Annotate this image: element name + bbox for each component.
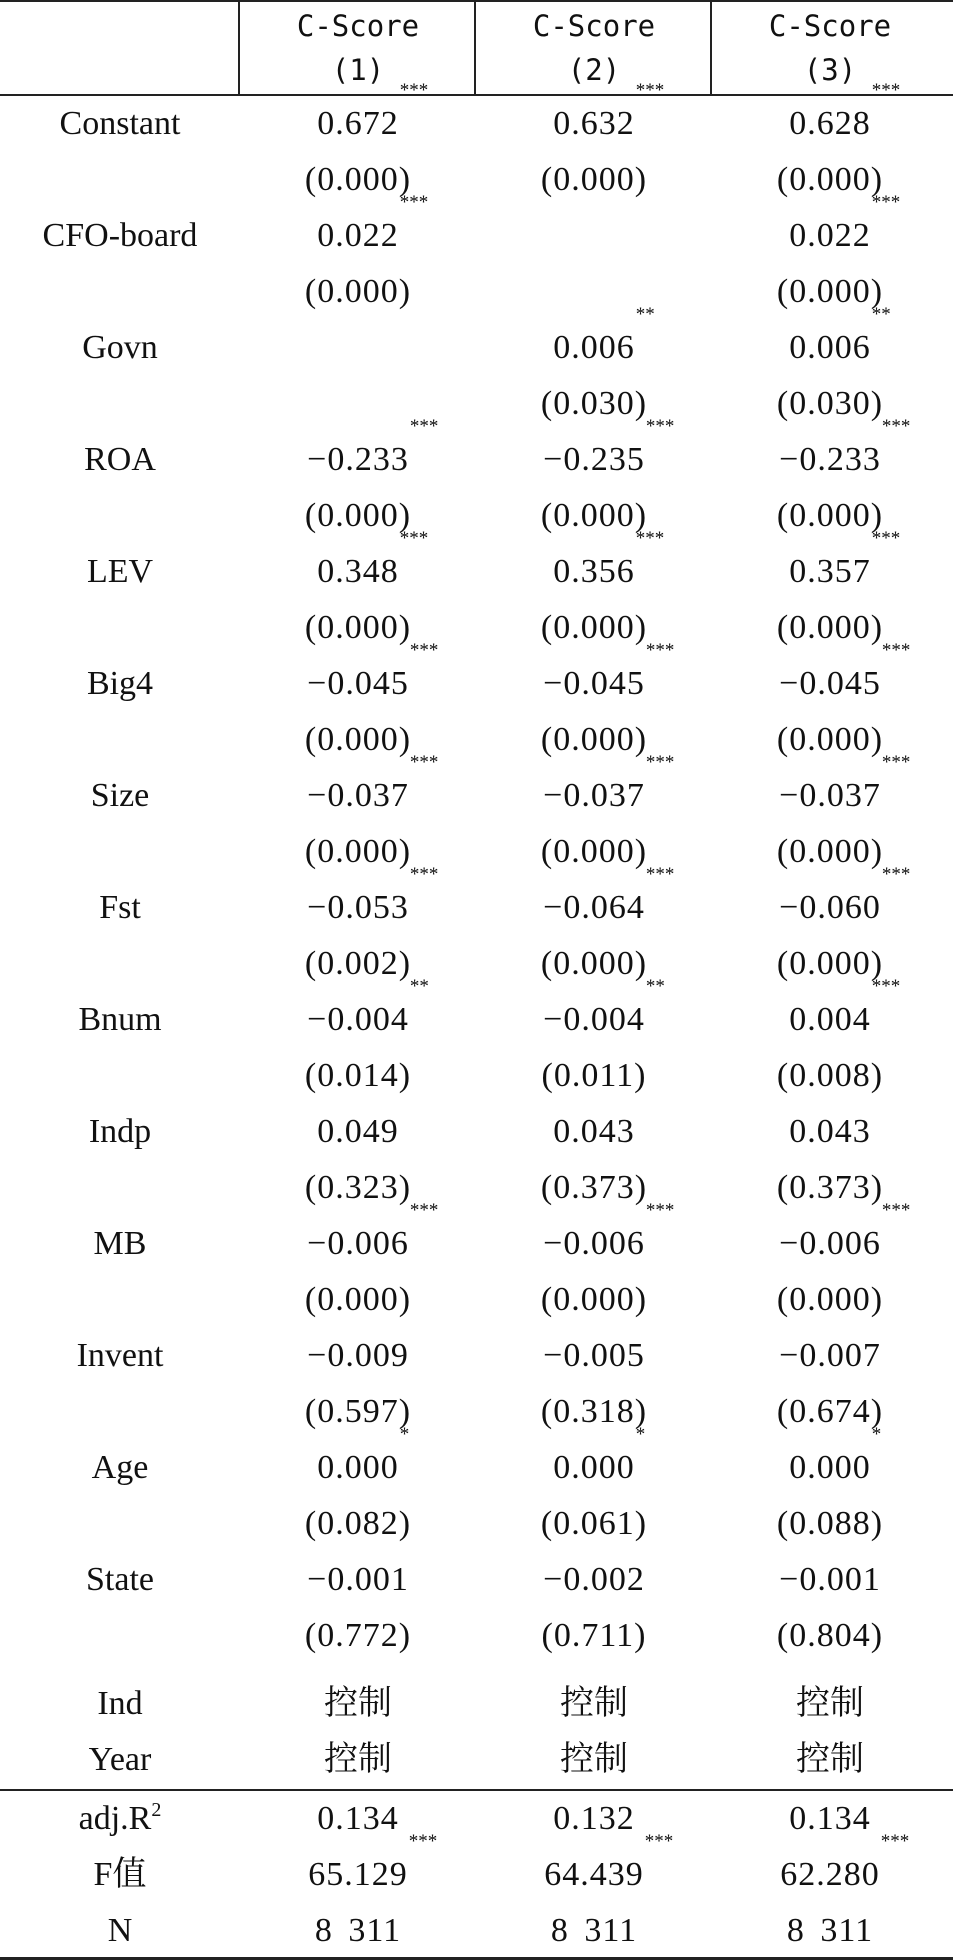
significance-stars: *** xyxy=(881,640,911,661)
pvalue-cell xyxy=(476,264,712,320)
pvalue-cell: (0.000) xyxy=(540,1281,648,1318)
pvalue-row xyxy=(0,1608,953,1664)
table-top-rule xyxy=(0,0,953,2)
row-label: LEV xyxy=(86,553,154,590)
pvalue-row xyxy=(0,264,953,320)
coefficient-row xyxy=(0,192,953,264)
coefficient-cell: −0.009 xyxy=(307,1337,409,1374)
coefficient-cell: −0.233 *** xyxy=(779,416,911,478)
row-label: MB xyxy=(93,1225,147,1262)
table-row xyxy=(0,1676,953,1732)
coefficient-cell: −0.060 *** xyxy=(779,864,911,926)
pvalue-row xyxy=(0,600,953,656)
significance-stars: *** xyxy=(645,752,675,773)
significance-stars: *** xyxy=(635,80,665,101)
pvalue-row xyxy=(0,152,953,208)
pvalue-cell: (0.000) xyxy=(776,833,884,870)
coefficient-cell: 0.022 *** xyxy=(317,192,429,254)
coefficient-cell: 0.000 * xyxy=(553,1424,646,1486)
significance-stars: *** xyxy=(399,80,429,101)
row-label: ROA xyxy=(84,441,156,478)
row-label: Invent xyxy=(76,1337,164,1374)
coefficient-cell: −0.004 ** xyxy=(543,976,665,1038)
coefficient-cell: −0.005 xyxy=(543,1337,645,1374)
significance-stars: *** xyxy=(881,752,911,773)
column-header-title: C-Score xyxy=(532,9,656,43)
control-cell: 控制 xyxy=(324,1741,392,1778)
column-header xyxy=(240,4,476,92)
significance-stars: *** xyxy=(409,1200,439,1221)
row-label: Bnum xyxy=(78,1001,162,1038)
pvalue-cell: (0.000) xyxy=(540,161,648,198)
significance-stars: *** xyxy=(881,1200,911,1221)
coefficient-cell: 0.632 *** xyxy=(553,80,665,142)
coefficient-row xyxy=(0,752,953,824)
pvalue-row xyxy=(0,712,953,768)
coefficient-cell: 0.357 *** xyxy=(789,528,901,590)
pvalue-cell: (0.000) xyxy=(776,273,884,310)
coefficient-cell xyxy=(240,320,476,376)
control-cell: 控制 xyxy=(796,1685,864,1722)
coefficient-cell: −0.006 *** xyxy=(543,1200,675,1262)
coefficient-cell: −0.004 ** xyxy=(307,976,429,1038)
coefficient-cell: 0.006 ** xyxy=(553,304,655,366)
pvalue-cell: (0.014) xyxy=(304,1057,412,1094)
pvalue-cell: (0.373) xyxy=(776,1169,884,1206)
coefficient-cell: −0.064 *** xyxy=(543,864,675,926)
stat-cell: 0.134 xyxy=(317,1800,399,1837)
pvalue-cell: (0.082) xyxy=(304,1505,412,1542)
pvalue-row xyxy=(0,824,953,880)
significance-stars: ** xyxy=(409,976,429,997)
coefficient-row xyxy=(0,416,953,488)
coefficient-cell: −0.045 *** xyxy=(779,640,911,702)
row-label: Big4 xyxy=(86,665,154,702)
pvalue-cell: (0.318) xyxy=(540,1393,648,1430)
pvalue-row xyxy=(0,376,953,432)
stat-cell: 8 311 xyxy=(786,1912,874,1949)
table-row xyxy=(0,1791,953,1847)
pvalue-cell: (0.000) xyxy=(304,497,412,534)
significance-stars: *** xyxy=(871,192,901,213)
pvalue-cell: (0.008) xyxy=(776,1057,884,1094)
row-label: Constant xyxy=(59,105,181,142)
pvalue-cell: (0.804) xyxy=(776,1617,884,1654)
pvalue-cell: (0.000) xyxy=(776,497,884,534)
coefficient-row xyxy=(0,1552,953,1608)
pvalue-cell: (0.597) xyxy=(304,1393,412,1430)
pvalue-row xyxy=(0,1384,953,1440)
coefficient-cell: −0.007 xyxy=(779,1337,881,1374)
pvalue-row xyxy=(0,488,953,544)
significance-stars: *** xyxy=(399,528,429,549)
control-cell: 控制 xyxy=(560,1741,628,1778)
pvalue-cell xyxy=(240,376,476,432)
pvalue-cell: (0.061) xyxy=(540,1505,648,1542)
pvalue-cell: (0.030) xyxy=(776,385,884,422)
row-label: Fst xyxy=(99,889,141,926)
pvalue-cell: (0.000) xyxy=(776,945,884,982)
pvalue-cell: (0.002) xyxy=(304,945,412,982)
pvalue-cell: (0.030) xyxy=(540,385,648,422)
coefficient-cell: 0.043 xyxy=(789,1113,871,1150)
pvalue-cell: (0.000) xyxy=(304,273,412,310)
row-label: Indp xyxy=(88,1113,152,1150)
pvalue-cell: (0.000) xyxy=(776,161,884,198)
pvalue-cell: (0.088) xyxy=(776,1505,884,1542)
significance-stars: *** xyxy=(409,752,439,773)
significance-stars: * xyxy=(399,1424,410,1445)
coefficient-cell: 0.000 * xyxy=(789,1424,882,1486)
coefficient-row xyxy=(0,80,953,152)
row-label: Ind xyxy=(97,1685,143,1722)
pvalue-cell: (0.000) xyxy=(776,721,884,758)
column-header xyxy=(476,4,712,92)
coefficient-cell: −0.001 xyxy=(307,1561,409,1598)
column-header-number: (3) xyxy=(803,53,857,87)
coefficient-cell: −0.235 *** xyxy=(543,416,675,478)
row-label: CFO-board xyxy=(42,217,198,254)
column-header-number: (1) xyxy=(331,53,385,87)
stat-cell: 8 311 xyxy=(550,1912,638,1949)
row-label: State xyxy=(86,1561,154,1598)
coefficient-row xyxy=(0,528,953,600)
row-label: Govn xyxy=(82,329,158,366)
stat-cell: 65.129 *** xyxy=(308,1831,438,1893)
table-row xyxy=(0,1831,953,1903)
pvalue-cell: (0.323) xyxy=(304,1169,412,1206)
coefficient-cell: −0.037 *** xyxy=(543,752,675,814)
stat-cell: 0.134 xyxy=(789,1800,871,1837)
significance-stars: *** xyxy=(871,976,901,997)
pvalue-cell: (0.711) xyxy=(541,1617,647,1654)
significance-stars: *** xyxy=(644,1831,674,1852)
significance-stars: ** xyxy=(871,304,891,325)
pvalue-row xyxy=(0,1496,953,1552)
pvalue-row xyxy=(0,1048,953,1104)
coefficient-cell: 0.043 xyxy=(553,1113,635,1150)
coefficient-row xyxy=(0,1104,953,1160)
pvalue-cell: (0.000) xyxy=(304,721,412,758)
row-label: $adj.R^2$ xyxy=(78,1799,162,1837)
coefficient-row xyxy=(0,1328,953,1384)
table-row xyxy=(0,1732,953,1788)
stat-cell: 0.132 xyxy=(553,1800,635,1837)
pvalue-cell: (0.011) xyxy=(541,1057,647,1094)
row-label: Size xyxy=(90,777,150,814)
significance-stars: ** xyxy=(635,304,655,325)
coefficient-cell: −0.233 *** xyxy=(307,416,439,478)
coefficient-cell: −0.002 xyxy=(543,1561,645,1598)
coefficient-row xyxy=(0,640,953,712)
coefficient-cell: 0.348 *** xyxy=(317,528,429,590)
stat-cell: 8 311 xyxy=(314,1912,402,1949)
coefficient-cell: −0.001 xyxy=(779,1561,881,1598)
coefficient-cell: −0.006 *** xyxy=(779,1200,911,1262)
row-label: F值 xyxy=(93,1856,147,1893)
coefficient-cell: −0.045 *** xyxy=(307,640,439,702)
significance-stars: *** xyxy=(645,864,675,885)
coefficient-cell: 0.006 ** xyxy=(789,304,891,366)
pvalue-row xyxy=(0,1160,953,1216)
pvalue-cell: (0.000) xyxy=(304,1281,412,1318)
significance-stars: *** xyxy=(881,416,911,437)
coefficient-cell: −0.045 *** xyxy=(543,640,675,702)
significance-stars: *** xyxy=(645,416,675,437)
coefficient-cell: 0.672 *** xyxy=(317,80,429,142)
coefficient-row xyxy=(0,864,953,936)
stat-cell: 64.439 *** xyxy=(544,1831,674,1893)
control-cell: 控制 xyxy=(560,1685,628,1722)
coefficient-cell: 0.049 xyxy=(317,1113,399,1150)
column-header xyxy=(712,4,948,92)
significance-stars: *** xyxy=(409,640,439,661)
pvalue-row xyxy=(0,1272,953,1328)
column-header-number: (2) xyxy=(567,53,621,87)
coefficient-cell xyxy=(476,208,712,264)
significance-stars: *** xyxy=(399,192,429,213)
pvalue-cell: (0.000) xyxy=(540,833,648,870)
column-header-title: C-Score xyxy=(768,9,892,43)
coefficient-row xyxy=(0,1424,953,1496)
pvalue-cell: (0.000) xyxy=(304,833,412,870)
significance-stars: *** xyxy=(871,528,901,549)
pvalue-row xyxy=(0,936,953,992)
pvalue-cell: (0.000) xyxy=(540,497,648,534)
coefficient-cell: −0.037 *** xyxy=(779,752,911,814)
pvalue-cell: (0.000) xyxy=(304,609,412,646)
coefficient-cell: 0.000 * xyxy=(317,1424,410,1486)
significance-stars: *** xyxy=(409,864,439,885)
significance-stars: *** xyxy=(645,1200,675,1221)
column-header-title: C-Score xyxy=(296,9,420,43)
coefficient-cell: −0.037 *** xyxy=(307,752,439,814)
significance-stars: *** xyxy=(408,1831,438,1852)
pvalue-cell: (0.000) xyxy=(776,1281,884,1318)
pvalue-cell: (0.000) xyxy=(776,609,884,646)
coefficient-cell: −0.006 *** xyxy=(307,1200,439,1262)
pvalue-cell: (0.000) xyxy=(540,609,648,646)
pvalue-cell: (0.772) xyxy=(304,1617,412,1654)
control-cell: 控制 xyxy=(796,1741,864,1778)
row-label: Age xyxy=(91,1449,149,1486)
coefficient-cell: 0.628 *** xyxy=(789,80,901,142)
pvalue-cell: (0.000) xyxy=(304,161,412,198)
row-label: N xyxy=(107,1912,133,1949)
significance-stars: *** xyxy=(871,80,901,101)
coefficient-cell: 0.356 *** xyxy=(553,528,665,590)
pvalue-cell: (0.674) xyxy=(776,1393,884,1430)
coefficient-row xyxy=(0,1200,953,1272)
significance-stars: *** xyxy=(880,1831,910,1852)
pvalue-cell: (0.000) xyxy=(540,945,648,982)
significance-stars: *** xyxy=(881,864,911,885)
coefficient-cell: 0.004 *** xyxy=(789,976,901,1038)
significance-stars: *** xyxy=(409,416,439,437)
coefficient-cell: −0.053 *** xyxy=(307,864,439,926)
significance-stars: * xyxy=(635,1424,646,1445)
significance-stars: *** xyxy=(635,528,665,549)
coefficient-row xyxy=(0,304,953,376)
table-row xyxy=(0,1903,953,1959)
pvalue-cell: (0.000) xyxy=(540,721,648,758)
significance-stars: ** xyxy=(645,976,665,997)
coefficient-cell: 0.022 *** xyxy=(789,192,901,254)
row-label: Year xyxy=(88,1741,152,1778)
coefficient-row xyxy=(0,976,953,1048)
pvalue-cell: (0.373) xyxy=(540,1169,648,1206)
control-cell: 控制 xyxy=(324,1685,392,1722)
significance-stars: *** xyxy=(645,640,675,661)
stat-cell: 62.280 *** xyxy=(780,1831,910,1893)
significance-stars: * xyxy=(871,1424,882,1445)
